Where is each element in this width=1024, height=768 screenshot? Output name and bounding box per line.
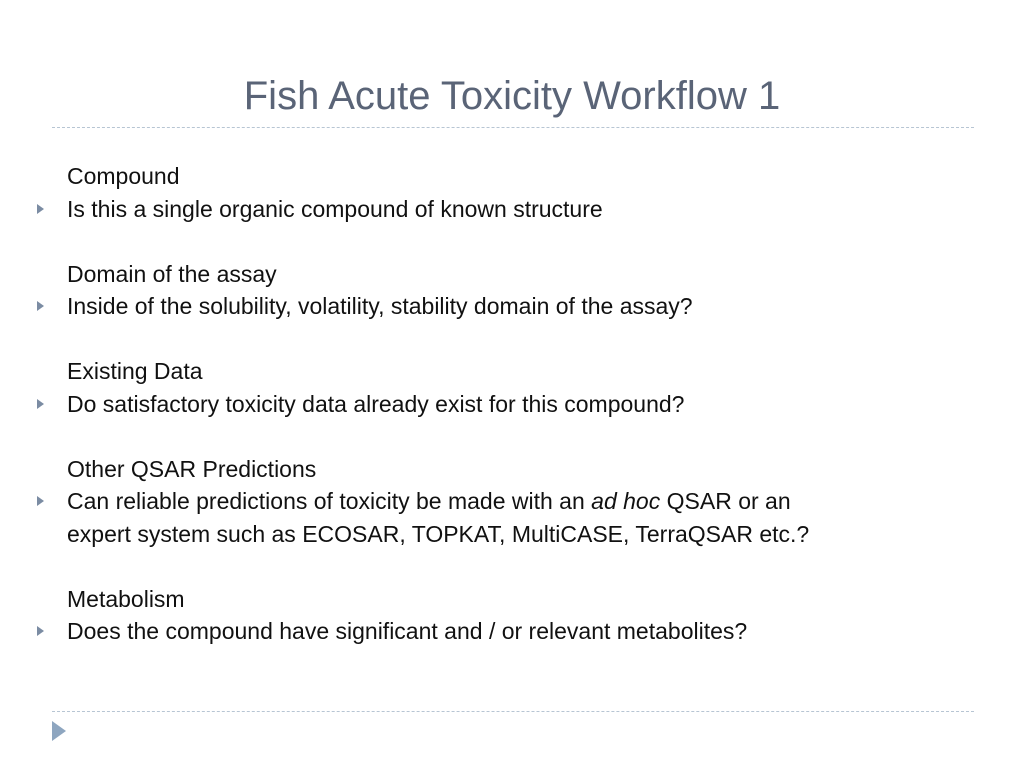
slide-title: Fish Acute Toxicity Workflow 1 [243, 74, 781, 118]
triangle-bullet-icon [37, 496, 44, 506]
section-heading-domain: Domain of the assay [67, 260, 277, 287]
next-arrow-icon[interactable] [52, 721, 66, 741]
footer-divider [52, 711, 974, 712]
triangle-bullet-icon [37, 204, 44, 214]
bullet-item [67, 193, 967, 226]
section-heading-compound: Compound [67, 163, 180, 189]
bullet-text: Does the compound have significant and / or relevant metabolites? [67, 618, 748, 644]
triangle-bullet-icon [37, 626, 44, 636]
triangle-bullet-icon [37, 301, 44, 311]
bullet-item [67, 290, 967, 323]
bullet-text: Is this a single organic compound of known structure [67, 195, 603, 222]
bullet-item [67, 615, 967, 648]
bullet-text-part: QSAR or an [660, 488, 791, 514]
section-heading-metabolism: Metabolism [67, 585, 185, 612]
bullet-text-italic: ad hoc [591, 488, 661, 514]
bullet-text: Do satisfactory toxicity data already exist for this compound? [67, 390, 685, 417]
triangle-bullet-icon [37, 399, 44, 409]
title-divider [52, 127, 974, 128]
bullet-text-part: Can reliable predictions of toxicity be made with an [67, 488, 592, 514]
bullet-text: Inside of the solubility, volatility, stability domain of the assay? [67, 293, 693, 319]
section-heading-existing-data: Existing Data [67, 358, 203, 384]
slide-body [67, 160, 967, 648]
bullet-continuation: expert system such as ECOSAR, TOPKAT, MultiCASE, TerraQSAR etc.? [67, 520, 810, 547]
bullet-item [67, 388, 967, 421]
bullet-item [67, 485, 967, 518]
section-heading-qsar: Other QSAR Predictions [67, 455, 317, 482]
